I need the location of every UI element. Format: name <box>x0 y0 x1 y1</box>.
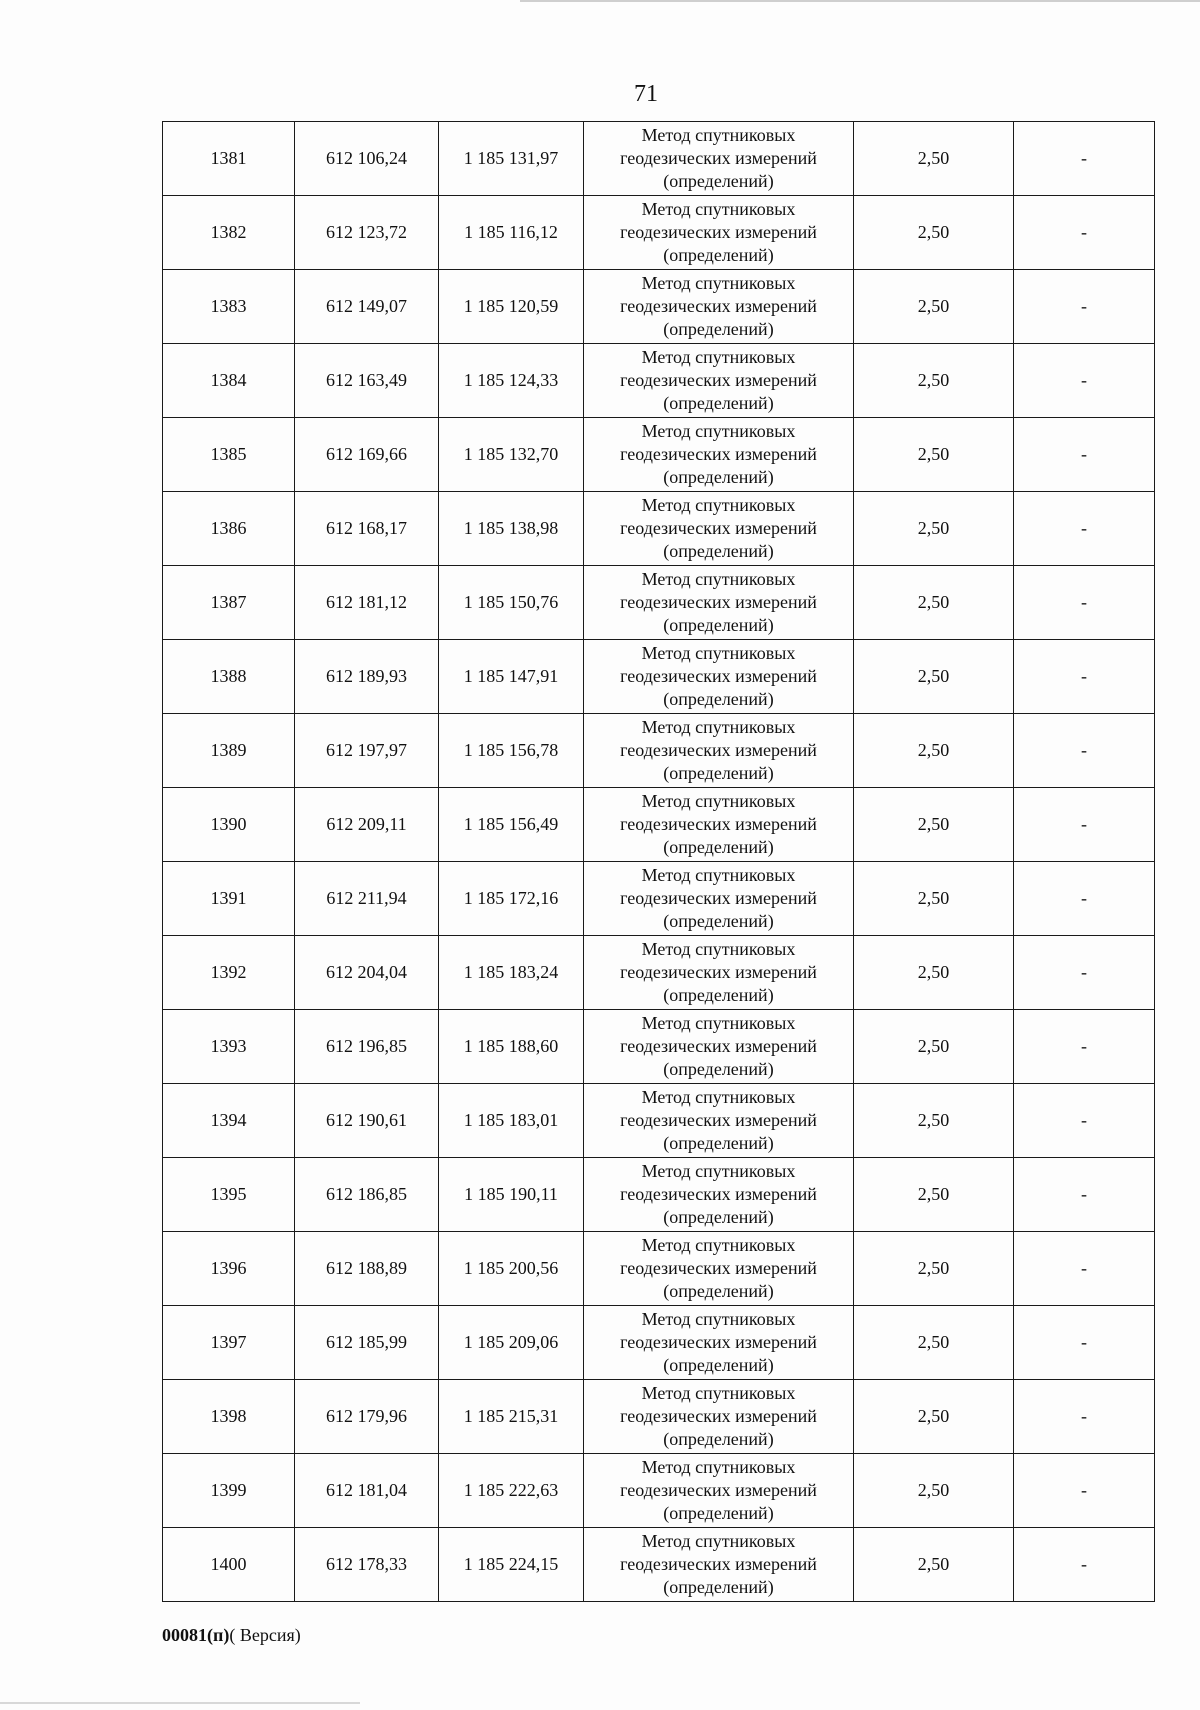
accuracy-cell: 2,50 <box>854 1084 1014 1158</box>
y-coordinate-cell: 1 185 224,15 <box>439 1528 584 1602</box>
accuracy-cell: 2,50 <box>854 1158 1014 1232</box>
method-line: Метод спутниковых <box>641 1383 796 1403</box>
method-line: геодезических измерений <box>620 814 817 834</box>
method-line: Метод спутниковых <box>641 717 796 737</box>
accuracy-cell: 2,50 <box>854 862 1014 936</box>
x-coordinate-cell: 612 209,11 <box>295 788 439 862</box>
note-cell: - <box>1014 492 1155 566</box>
x-coordinate-cell: 612 169,66 <box>295 418 439 492</box>
x-coordinate-cell: 612 181,04 <box>295 1454 439 1528</box>
note-cell: - <box>1014 1010 1155 1084</box>
method-cell <box>584 1084 854 1158</box>
point-number-cell: 1382 <box>163 196 295 270</box>
method-line: геодезических измерений <box>620 962 817 982</box>
method-cell <box>584 196 854 270</box>
y-coordinate-cell: 1 185 150,76 <box>439 566 584 640</box>
accuracy-cell: 2,50 <box>854 566 1014 640</box>
method-line: геодезических измерений <box>620 1110 817 1130</box>
form-code: 00081(п) <box>162 1625 230 1645</box>
point-number-cell: 1392 <box>163 936 295 1010</box>
method-cell <box>584 1232 854 1306</box>
table-row <box>163 640 1155 714</box>
method-line: геодезических измерений <box>620 1258 817 1278</box>
method-cell <box>584 640 854 714</box>
document-footer <box>162 1624 301 1646</box>
method-line: геодезических измерений <box>620 592 817 612</box>
y-coordinate-cell: 1 185 172,16 <box>439 862 584 936</box>
y-coordinate-cell: 1 185 138,98 <box>439 492 584 566</box>
method-line: геодезических измерений <box>620 1036 817 1056</box>
table-row <box>163 1084 1155 1158</box>
table-row <box>163 936 1155 1010</box>
table-row <box>163 1010 1155 1084</box>
x-coordinate-cell: 612 185,99 <box>295 1306 439 1380</box>
method-line: геодезических измерений <box>620 888 817 908</box>
note-cell: - <box>1014 1380 1155 1454</box>
method-cell <box>584 1306 854 1380</box>
point-number-cell: 1389 <box>163 714 295 788</box>
x-coordinate-cell: 612 189,93 <box>295 640 439 714</box>
table-row <box>163 492 1155 566</box>
method-line: (определений) <box>663 1355 774 1375</box>
method-line: геодезических измерений <box>620 148 817 168</box>
table-row <box>163 270 1155 344</box>
method-line: (определений) <box>663 1059 774 1079</box>
method-line: Метод спутниковых <box>641 569 796 589</box>
x-coordinate-cell: 612 106,24 <box>295 122 439 196</box>
table-row <box>163 1306 1155 1380</box>
y-coordinate-cell: 1 185 200,56 <box>439 1232 584 1306</box>
x-coordinate-cell: 612 188,89 <box>295 1232 439 1306</box>
x-coordinate-cell: 612 163,49 <box>295 344 439 418</box>
note-cell: - <box>1014 122 1155 196</box>
table-row <box>163 1158 1155 1232</box>
x-coordinate-cell: 612 123,72 <box>295 196 439 270</box>
method-line: Метод спутниковых <box>641 865 796 885</box>
point-number-cell: 1383 <box>163 270 295 344</box>
note-cell: - <box>1014 1306 1155 1380</box>
x-coordinate-cell: 612 211,94 <box>295 862 439 936</box>
method-line: (определений) <box>663 689 774 709</box>
y-coordinate-cell: 1 185 188,60 <box>439 1010 584 1084</box>
coordinates-table <box>162 121 1155 1602</box>
method-line: Метод спутниковых <box>641 347 796 367</box>
table-row <box>163 862 1155 936</box>
method-line: Метод спутниковых <box>641 1013 796 1033</box>
method-line: геодезических измерений <box>620 222 817 242</box>
method-line: (определений) <box>663 171 774 191</box>
table-row <box>163 344 1155 418</box>
method-line: (определений) <box>663 1503 774 1523</box>
note-cell: - <box>1014 1084 1155 1158</box>
x-coordinate-cell: 612 197,97 <box>295 714 439 788</box>
y-coordinate-cell: 1 185 215,31 <box>439 1380 584 1454</box>
method-cell <box>584 714 854 788</box>
point-number-cell: 1387 <box>163 566 295 640</box>
method-line: геодезических измерений <box>620 296 817 316</box>
accuracy-cell: 2,50 <box>854 640 1014 714</box>
accuracy-cell: 2,50 <box>854 714 1014 788</box>
method-line: Метод спутниковых <box>641 125 796 145</box>
note-cell: - <box>1014 418 1155 492</box>
y-coordinate-cell: 1 185 132,70 <box>439 418 584 492</box>
point-number-cell: 1397 <box>163 1306 295 1380</box>
method-line: (определений) <box>663 245 774 265</box>
method-line: Метод спутниковых <box>641 1457 796 1477</box>
method-line: (определений) <box>663 763 774 783</box>
point-number-cell: 1394 <box>163 1084 295 1158</box>
method-line: геодезических измерений <box>620 1406 817 1426</box>
note-cell: - <box>1014 270 1155 344</box>
method-line: (определений) <box>663 1429 774 1449</box>
point-number-cell: 1381 <box>163 122 295 196</box>
method-line: (определений) <box>663 837 774 857</box>
accuracy-cell: 2,50 <box>854 196 1014 270</box>
accuracy-cell: 2,50 <box>854 418 1014 492</box>
method-cell <box>584 418 854 492</box>
y-coordinate-cell: 1 185 183,01 <box>439 1084 584 1158</box>
table-row <box>163 714 1155 788</box>
method-cell <box>584 122 854 196</box>
note-cell: - <box>1014 640 1155 714</box>
point-number-cell: 1395 <box>163 1158 295 1232</box>
method-cell <box>584 566 854 640</box>
method-cell <box>584 1158 854 1232</box>
accuracy-cell: 2,50 <box>854 1454 1014 1528</box>
method-line: (определений) <box>663 393 774 413</box>
method-line: Метод спутниковых <box>641 791 796 811</box>
method-line: геодезических измерений <box>620 1480 817 1500</box>
method-line: Метод спутниковых <box>641 643 796 663</box>
method-line: (определений) <box>663 911 774 931</box>
method-cell <box>584 862 854 936</box>
accuracy-cell: 2,50 <box>854 788 1014 862</box>
accuracy-cell: 2,50 <box>854 936 1014 1010</box>
x-coordinate-cell: 612 179,96 <box>295 1380 439 1454</box>
method-cell <box>584 1454 854 1528</box>
point-number-cell: 1398 <box>163 1380 295 1454</box>
note-cell: - <box>1014 1454 1155 1528</box>
x-coordinate-cell: 612 168,17 <box>295 492 439 566</box>
note-cell: - <box>1014 1528 1155 1602</box>
method-line: Метод спутниковых <box>641 495 796 515</box>
table-row <box>163 196 1155 270</box>
point-number-cell: 1393 <box>163 1010 295 1084</box>
y-coordinate-cell: 1 185 156,49 <box>439 788 584 862</box>
accuracy-cell: 2,50 <box>854 1010 1014 1084</box>
method-cell <box>584 270 854 344</box>
x-coordinate-cell: 612 149,07 <box>295 270 439 344</box>
y-coordinate-cell: 1 185 120,59 <box>439 270 584 344</box>
point-number-cell: 1400 <box>163 1528 295 1602</box>
accuracy-cell: 2,50 <box>854 1306 1014 1380</box>
method-line: Метод спутниковых <box>641 1087 796 1107</box>
point-number-cell: 1399 <box>163 1454 295 1528</box>
method-line: геодезических измерений <box>620 666 817 686</box>
y-coordinate-cell: 1 185 131,97 <box>439 122 584 196</box>
x-coordinate-cell: 612 190,61 <box>295 1084 439 1158</box>
y-coordinate-cell: 1 185 190,11 <box>439 1158 584 1232</box>
note-cell: - <box>1014 862 1155 936</box>
x-coordinate-cell: 612 196,85 <box>295 1010 439 1084</box>
method-line: геодезических измерений <box>620 740 817 760</box>
y-coordinate-cell: 1 185 147,91 <box>439 640 584 714</box>
method-line: Метод спутниковых <box>641 421 796 441</box>
scan-edge-line <box>520 0 1200 2</box>
method-line: (определений) <box>663 1577 774 1597</box>
point-number-cell: 1391 <box>163 862 295 936</box>
accuracy-cell: 2,50 <box>854 492 1014 566</box>
table-row <box>163 418 1155 492</box>
method-line: Метод спутниковых <box>641 1235 796 1255</box>
table-row <box>163 788 1155 862</box>
method-cell <box>584 344 854 418</box>
method-line: (определений) <box>663 1207 774 1227</box>
table-row <box>163 1232 1155 1306</box>
method-cell <box>584 936 854 1010</box>
point-number-cell: 1384 <box>163 344 295 418</box>
method-cell <box>584 1010 854 1084</box>
method-line: Метод спутниковых <box>641 1309 796 1329</box>
table-row <box>163 1380 1155 1454</box>
method-line: (определений) <box>663 985 774 1005</box>
table-row <box>163 1454 1155 1528</box>
scan-edge-line-bottom <box>0 1702 360 1704</box>
y-coordinate-cell: 1 185 156,78 <box>439 714 584 788</box>
point-number-cell: 1390 <box>163 788 295 862</box>
point-number-cell: 1396 <box>163 1232 295 1306</box>
point-number-cell: 1385 <box>163 418 295 492</box>
note-cell: - <box>1014 788 1155 862</box>
method-line: (определений) <box>663 1281 774 1301</box>
method-line: геодезических измерений <box>620 370 817 390</box>
method-line: Метод спутниковых <box>641 273 796 293</box>
accuracy-cell: 2,50 <box>854 1380 1014 1454</box>
accuracy-cell: 2,50 <box>854 1232 1014 1306</box>
point-number-cell: 1386 <box>163 492 295 566</box>
y-coordinate-cell: 1 185 222,63 <box>439 1454 584 1528</box>
method-line: Метод спутниковых <box>641 939 796 959</box>
method-cell <box>584 492 854 566</box>
method-cell <box>584 1528 854 1602</box>
point-number-cell: 1388 <box>163 640 295 714</box>
table-row <box>163 1528 1155 1602</box>
method-line: геодезических измерений <box>620 1184 817 1204</box>
note-cell: - <box>1014 566 1155 640</box>
method-line: (определений) <box>663 467 774 487</box>
note-cell: - <box>1014 1158 1155 1232</box>
method-cell <box>584 1380 854 1454</box>
table-row <box>163 122 1155 196</box>
method-line: Метод спутниковых <box>641 1531 796 1551</box>
method-line: (определений) <box>663 319 774 339</box>
method-line: (определений) <box>663 1133 774 1153</box>
method-line: (определений) <box>663 541 774 561</box>
note-cell: - <box>1014 196 1155 270</box>
method-line: геодезических измерений <box>620 518 817 538</box>
version-label: ( Версия) <box>229 1625 301 1645</box>
accuracy-cell: 2,50 <box>854 1528 1014 1602</box>
method-line: геодезических измерений <box>620 444 817 464</box>
note-cell: - <box>1014 714 1155 788</box>
method-line: геодезических измерений <box>620 1332 817 1352</box>
x-coordinate-cell: 612 186,85 <box>295 1158 439 1232</box>
method-line: Метод спутниковых <box>641 199 796 219</box>
method-line: (определений) <box>663 615 774 635</box>
accuracy-cell: 2,50 <box>854 122 1014 196</box>
x-coordinate-cell: 612 178,33 <box>295 1528 439 1602</box>
accuracy-cell: 2,50 <box>854 344 1014 418</box>
y-coordinate-cell: 1 185 209,06 <box>439 1306 584 1380</box>
x-coordinate-cell: 612 181,12 <box>295 566 439 640</box>
x-coordinate-cell: 612 204,04 <box>295 936 439 1010</box>
method-cell <box>584 788 854 862</box>
table-body <box>163 122 1155 1602</box>
page-number: 71 <box>634 81 658 107</box>
y-coordinate-cell: 1 185 183,24 <box>439 936 584 1010</box>
note-cell: - <box>1014 344 1155 418</box>
table-row <box>163 566 1155 640</box>
y-coordinate-cell: 1 185 116,12 <box>439 196 584 270</box>
method-line: геодезических измерений <box>620 1554 817 1574</box>
y-coordinate-cell: 1 185 124,33 <box>439 344 584 418</box>
note-cell: - <box>1014 1232 1155 1306</box>
method-line: Метод спутниковых <box>641 1161 796 1181</box>
accuracy-cell: 2,50 <box>854 270 1014 344</box>
note-cell: - <box>1014 936 1155 1010</box>
